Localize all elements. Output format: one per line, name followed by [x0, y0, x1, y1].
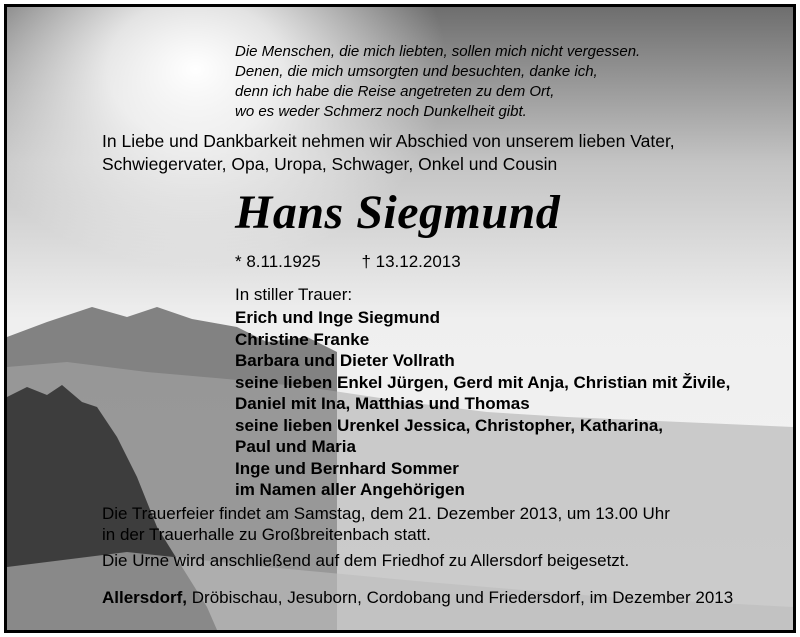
poem-line: Die Menschen, die mich liebten, sollen mich nicht vergessen.: [235, 43, 641, 60]
obituary-notice: [4, 4, 796, 633]
urn-burial-info: Die Urne wird anschließend auf dem Friedhof zu Allersdorf beigesetzt.: [102, 551, 630, 570]
footer-places-date: [102, 587, 792, 608]
footer-rest: Dröbischau, Jesuborn, Cordobang und Friedersdorf, im Dezember 2013: [187, 588, 734, 607]
death-date: † 13.12.2013: [361, 252, 461, 271]
mourning-heading: In stiller Trauer:: [235, 285, 353, 304]
mourner-line: Barbara und Dieter Vollrath: [235, 351, 455, 370]
deceased-name: Hans Siegmund: [235, 186, 561, 239]
footer-place-bold: Allersdorf,: [102, 588, 188, 607]
mourner-line: Daniel mit Ina, Matthias und Thomas: [235, 394, 530, 413]
poem-line: denn ich habe die Reise angetreten zu dem Ort,: [235, 83, 555, 100]
mourner-line: seine lieben Enkel Jürgen, Gerd mit Anja, Christian mit Živile,: [235, 372, 731, 392]
mourner-line: seine lieben Urenkel Jessica, Christopher, Katharina,: [235, 415, 664, 435]
poem-line: Denen, die mich umsorgten und besuchten, danke ich,: [235, 63, 598, 80]
intro-text: [102, 130, 762, 176]
mourner-line: Paul und Maria: [235, 437, 356, 456]
poem-line: wo es weder Schmerz noch Dunkelheit gibt.: [235, 103, 527, 120]
intro-line: In Liebe und Dankbarkeit nehmen wir Abschied von unserem lieben Vater,: [102, 131, 675, 151]
birth-date: * 8.11.1925: [235, 252, 321, 271]
mourners-list: [235, 307, 795, 501]
mourner-line: Christine Franke: [235, 329, 370, 349]
mourner-line: Erich und Inge Siegmund: [235, 308, 440, 327]
service-line: Die Trauerfeier findet am Samstag, dem 21. Dezember 2013, um 13.00 Uhr: [102, 504, 670, 523]
mourner-line: im Namen aller Angehörigen: [235, 480, 465, 499]
intro-line: Schwiegervater, Opa, Uropa, Schwager, Onkel und Cousin: [102, 154, 558, 174]
mourner-line: Inge und Bernhard Sommer: [235, 458, 459, 478]
service-line: in der Trauerhalle zu Großbreitenbach statt.: [102, 525, 431, 544]
service-info: [102, 503, 782, 545]
poem: [235, 42, 735, 122]
life-dates: [235, 251, 461, 273]
